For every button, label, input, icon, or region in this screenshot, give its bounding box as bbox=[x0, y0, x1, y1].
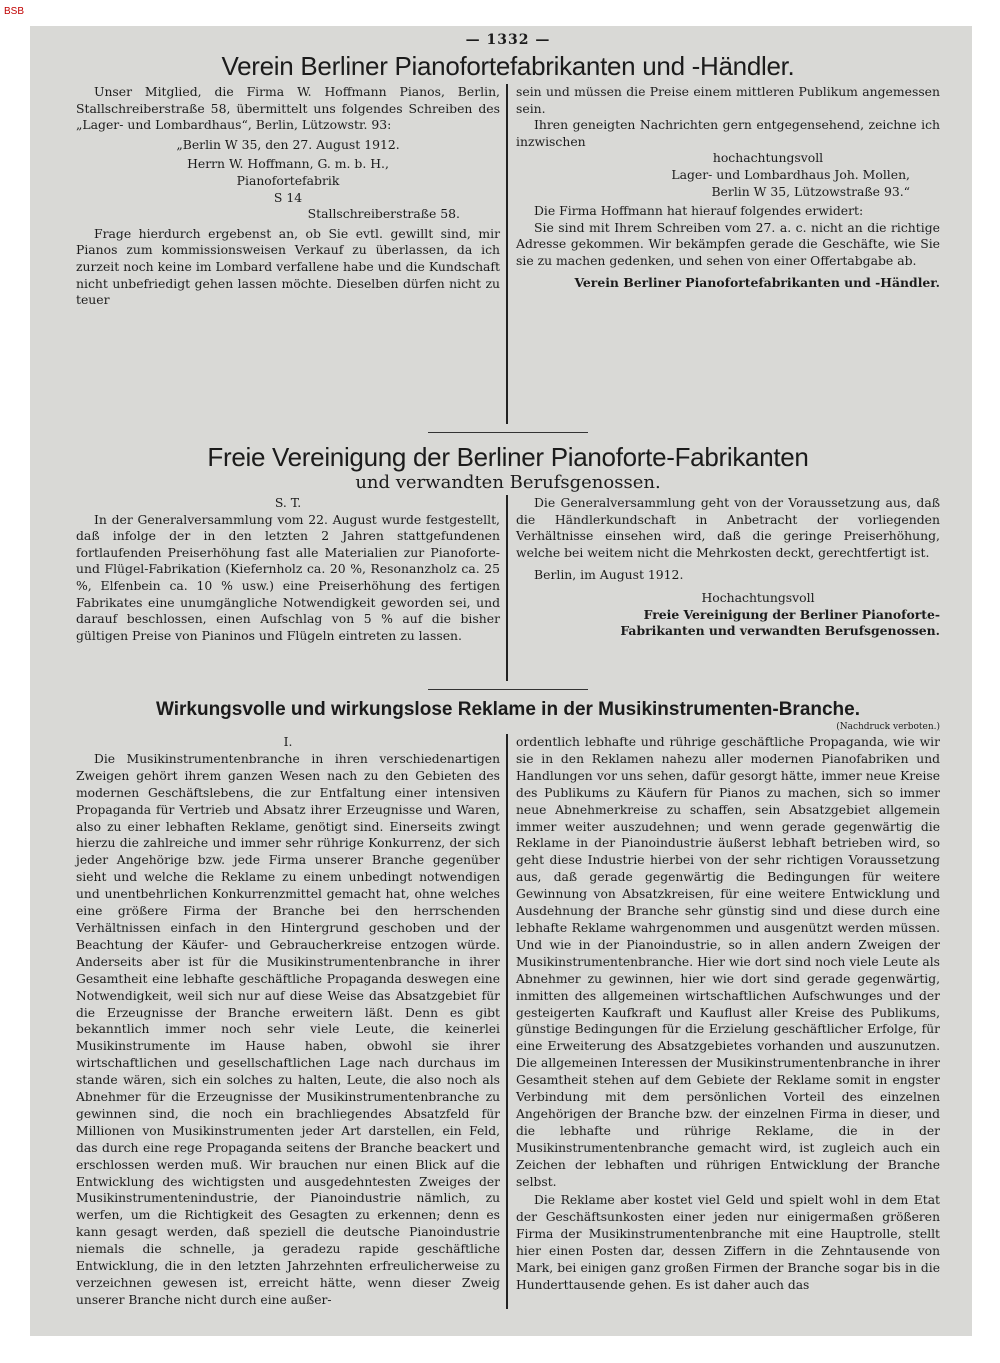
scanned-page bbox=[30, 26, 972, 1336]
signature-line: Fabrikanten und verwandten Berufsgenossen. bbox=[620, 623, 940, 639]
section-divider bbox=[428, 689, 588, 690]
letter-body: Ihren geneigten Nachrichten gern entgegensehend, zeichne ich inzwischen bbox=[516, 117, 940, 149]
section2-title: Freie Vereinigung der Berliner Pianoforte-Fabrikanten bbox=[207, 442, 809, 472]
section3-columns bbox=[76, 734, 940, 1309]
library-watermark: BSB bbox=[4, 6, 25, 17]
association-signature: Verein Berliner Pianofortefabrikanten und -Händler. bbox=[574, 274, 940, 290]
letter-body: sein und müssen die Preise einem mittleren Publikum angemessen sein. bbox=[516, 84, 940, 116]
letter-closing: hochachtungsvoll bbox=[712, 150, 824, 166]
reply-body: Sie sind mit Ihrem Schreiben vom 27. a. c. nicht an die richtige Adresse gekommen. Wir bekämpfen gerade die Geschäfte, wie Sie sie zu machen gedenken, und sehen von einer Offertabgabe ab. bbox=[516, 219, 940, 268]
section1-left-column bbox=[76, 84, 508, 424]
signature-line: Freie Vereinigung der Berliner Pianoforte- bbox=[643, 606, 940, 622]
section1-right-column bbox=[508, 84, 940, 424]
letter-addressee-line: Pianofortefabrik bbox=[236, 172, 340, 188]
closing: Hochachtungsvoll bbox=[701, 589, 815, 605]
section3-title: Wirkungsvolle und wirkungslose Reklame in der Musikinstrumenten-Branche. bbox=[155, 699, 861, 720]
letter-addressee-line: S 14 bbox=[273, 189, 303, 205]
paragraph: Die Firma Hoffmann hat hierauf folgendes erwidert: bbox=[534, 203, 864, 219]
letter-addressee-line: Stallschreiberstraße 58. bbox=[307, 206, 460, 222]
section2-left-column bbox=[76, 495, 508, 681]
letter-body: Frage hierdurch ergebenst an, ob Sie evtl. gewillt sind, mir Pianos zum kommissionsweisen Verkauf zu überlassen, da ich zurzeit noch keine im Lombard verfallene habe und die Kundschaft nicht unbefriedigt gehen lassen möchte. Dieselben dürfen nicht zu teuer bbox=[76, 225, 500, 308]
section2-columns bbox=[76, 495, 940, 681]
paragraph: Die Reklame aber kostet viel Geld und spielt wohl in dem Etat der Geschäftsunkosten einer jeden nur einigermaßen größeren Firma der Musikinstrumentenbranche mit eine Hauptrolle, stellt hier einen Posten dar, dessen Ziffern in die Zehntausende von Mark, bei einigen ganz großen Firmen der Branche sogar bis in die Hunderttausende gehen. Es ist daher auch das bbox=[516, 1193, 940, 1292]
paragraph: Die Generalversammlung geht von der Voraussetzung aus, daß die Händlerkundschaft in Anbetracht der vorliegenden Verhältnisse einsehen wird, daß die geringe Preiserhöhung, welche bei weitem nicht die Mehrkosten deckt, gerechtfertigt ist. bbox=[516, 495, 940, 560]
reprint-note: (Nachdruck verboten.) bbox=[836, 722, 940, 732]
paragraph: In der Generalversammlung vom 22. August wurde festgestellt, daß infolge der in den letzten 2 Jahren stattgefundenen fortlaufenden Preiserhöhung fast alle Materialien zur Pianoforte- und Flügel-Fabrikation (Kiefernholz ca. 20 %, Resonanzholz ca. 25 %, Elfenbein ca. 10 % usw.) eine Preiserhöhung des fertigen Fabrikates eine unumgängliche Notwendigkeit geworden sei, und darauf beschlossen, einen Aufschlag von 5 % auf die bisher gültigen Preise von Pianinos und Flügeln eintreten zu lassen. bbox=[76, 511, 500, 643]
letter-dateline: „Berlin W 35, den 27. August 1912. bbox=[176, 136, 400, 152]
paragraph: Die Musikinstrumentenbranche in ihren verschiedenartigen Zweigen gehört ihrem ganzen Wesen nach zu den Gebieten des modernen Geschäftslebens, die zur Entfaltung einer intensiven Propaganda für Vertrieb und Absatz ihrer Erzeugnisse und Waren, also zu einer lebhaften Reklame, genötigt sind. Einerseits zwingt hierzu die zahlreiche und immer sehr rührige Konkurrenz, der sich jeder Angehörige bzw. jede Firma unserer Branche gegenüber sieht und welche die Reklame zu einem unbedingt notwendigen und unentbehrlichen Konkurrenzmittel gemacht hat, ohne welches eine größere Firma der Branche bei den herrschenden Verhältnissen einfach in den Hintergrund geschoben und der Beachtung der Käufer- und Gebraucherkreise entzogen würde. Anderseits aber ist für die Musikinstrumentenbranche in ihrer Gesamtheit eine lebhafte geschäftliche Propaganda deswegen eine Notwendigkeit, weil sich nur auf diese Weise das Absatzgebiet für die Erzeugnisse der Branche erweitern läßt. Denn es gibt bekanntlich immer noch sehr viele Leute, die keinerlei Musikinstrumente im Hause haben, obwohl sie ihrer wirtschaftlichen und gesellschaftlichen Lage nach durchaus im stande wären, sich ein solches zu halten, Leute, die also noch als Abnehmer für die Erzeugnisse der Musikinstrumentenbranche zu gewinnen sind, die noch ein brachliegendes Absatzfeld für Millionen von Musikinstrumenten jeder Art darstellen, ein Feld, das durch eine rege Propaganda seitens der Branche beackert und erschlossen werden muß. Wir brauchen nur einen Blick auf die Entwicklung des wichtigsten und ausgedehntesten Zweiges der Musikinstrumentenindustrie, der Pianoindustrie nämlich, zu werfen, um die Richtigkeit des Gesagten zu erkennen; denn es kann gesagt werden, daß speziell die deutsche Pianoindustrie niemals die schnelle, ja geradezu rapide geschäftliche Entwicklung, die in den letzten Jahrzehnten erfreulicherweise zu verzeichnen gewesen ist, erreicht hätte, wenn dieser Zweig unserer Branche nicht durch eine außer- bbox=[76, 751, 500, 1307]
paragraph: Unser Mitglied, die Firma W. Hoffmann Pianos, Berlin, Stallschreiberstraße 58, übermittelt uns folgendes Schreiben des „Lager- und Lombardhaus“, Berlin, Lützowstr. 93: bbox=[76, 84, 500, 133]
part-number: I. bbox=[283, 735, 293, 749]
section2-subtitle: und verwandten Berufsgenossen. bbox=[355, 472, 661, 493]
section3-left-column bbox=[76, 734, 508, 1309]
salutation: S. T. bbox=[274, 495, 302, 510]
paragraph: ordentlich lebhafte und rührige geschäftliche Propaganda, wie wir sie in den Reklamen nahezu aller modernen Pianofabriken und Handlungen vor uns sehen, dafür gesorgt hätte, immer neue Kreise des Publikums zu Käufern für Pianos zu machen, sich so immer neue Abnehmerkreise zu schaffen, sein Absatzgebiet allgemein immer weiter auszudehnen; und wenn gerade gegenwärtig die Reklame in der Pianoindustrie äußerst lebhaft betrieben wird, so geht diese Industrie hierbei von der sehr richtigen Voraussetzung aus, daß gerade gegenwärtig die Bedingungen für weitere Gewinnung von Absatzkreisen, für eine weitere Entwicklung und Ausdehnung der Branche sehr günstig sind und diese durch eine lebhafte Reklame wahrgenommen und ausgenützt werden müssen. Und wie in der Pianoindustrie, so in allen andern Zweigen der Musikinstrumentenbranche. Hier wie dort sind noch viele Leute als Abnehmer zu gewinnen, hier wie dort sind gerade gegenwärtig, inmitten des allgemeinen wirtschaftlichen Aufschwunges und der gesteigerten Kaufkraft und Kauflust aller Kreise des Publikums, günstige Bedingungen für die Erzielung geschäftlicher Erfolge, für eine Erweiterung des Absatzgebietes vorhanden und auszunutzen. Die allgemeinen Interessen der Musikinstrumentenbranche in ihrer Gesamtheit stehen auf dem Gebiete der Reklame somit in engster Verbindung mit dem persönlichen Vorteil des einzelnen Angehörigen der Branche bzw. der einzelnen Firma in dieser, und die lebhafte und rührige Reklame, die in der Musikinstrumentenbranche gemacht wird, ist zugleich auch ein Zeichen der lebhaften und rührigen Entwicklung der Branche selbst. bbox=[516, 735, 940, 1189]
page-number: — 1332 — bbox=[465, 32, 551, 48]
section2-right-column bbox=[508, 495, 940, 681]
letter-signature-address: Berlin W 35, Lützowstraße 93.“ bbox=[711, 183, 910, 199]
dateline: Berlin, im August 1912. bbox=[534, 567, 684, 583]
letter-addressee: Herrn W. Hoffmann, G. m. b. H., bbox=[187, 156, 389, 172]
section-divider bbox=[428, 432, 588, 433]
section1-title: Verein Berliner Pianofortefabrikanten und -Händler. bbox=[221, 51, 795, 81]
section1-columns bbox=[76, 84, 940, 424]
letter-signature: Lager- und Lombardhaus Joh. Mollen, bbox=[671, 166, 910, 182]
section3-right-column bbox=[508, 734, 940, 1309]
